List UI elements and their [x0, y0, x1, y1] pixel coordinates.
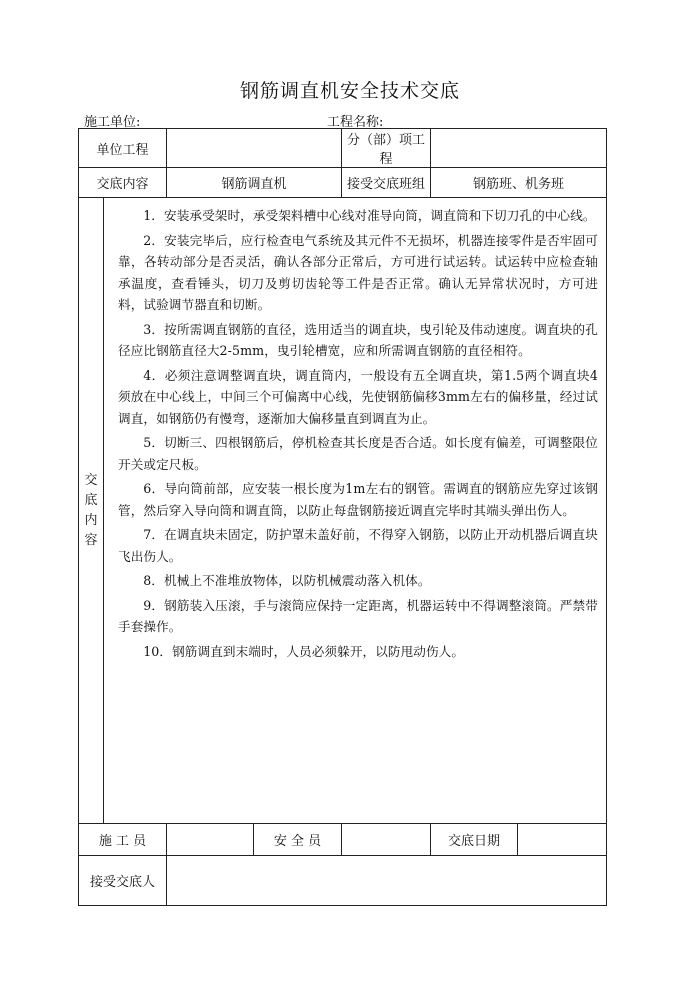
receiver-value[interactable] [167, 856, 607, 906]
item-5: 5．切断三、四根钢筋后，停机检查其长度是否合适。如长度有偏差，可调整限位开关或定尺板。 [118, 435, 598, 472]
content-row [79, 168, 607, 198]
item-6: 6．导向筒前部，应安装一根长度为1m左右的钢管。需调直的钢筋应先穿过该钢管，然后穿入导向筒和调直筒，以防止每盘钢筋接近调直完毕时其端头弹出伤人。 [118, 481, 598, 518]
sub-project-label: 分（部）项工程 [342, 129, 431, 168]
unit-project-row [79, 129, 607, 168]
disclosure-side-label: 交底内容 [84, 472, 98, 548]
signature-row [79, 824, 607, 856]
date-label: 交底日期 [431, 824, 518, 856]
team-label: 接受交底班组 [342, 168, 431, 198]
team-value: 钢筋班、机务班 [431, 168, 607, 198]
content-value: 钢筋调直机 [167, 168, 342, 198]
receiver-label: 接受交底人 [79, 856, 167, 906]
disclosure-table [78, 128, 607, 906]
item-4: 4．必须注意调整调直块，调直筒内，一般设有五全调直块，第1.5两个调直块4须放在中心线上，中间三个可偏离中心线，先使钢筋偏移3mm左右的偏移量，经过试调直，如钢筋仍有慢弯，逐渐加大偏移量直到调直为止。 [118, 367, 598, 426]
item-2: 2．安装完毕后，应行检查电气系统及其元件不无损坏，机器连接零件是否牢固可靠，各转动部分是否灵活，确认各部分正常后，方可进行试运转。试运转中应检查轴承温度，查看锤头，切刀及剪切齿轮等工件是否正常。确认无异常状况时，方可进料，试验调节器直和切断。 [118, 232, 598, 312]
unit-project-label: 单位工程 [79, 129, 167, 168]
item-1: 1．安装承受架时，承受架料槽中心线对准导向筒，调直筒和下切刀孔的中心线。 [143, 208, 596, 223]
construction-unit-label: 施工单位: [84, 115, 141, 130]
date-value[interactable] [518, 824, 607, 856]
disclosure-content-row [79, 198, 607, 824]
project-name-label: 工程名称: [327, 115, 384, 130]
item-10: 10．钢筋调直到末端时，人员必须躲开，以防甩动伤人。 [143, 643, 465, 659]
disclosure-items [103, 198, 606, 823]
safety-value[interactable] [342, 824, 431, 856]
content-label: 交底内容 [79, 168, 167, 198]
worker-label: 施 工 员 [79, 824, 167, 856]
receiver-row [79, 856, 607, 906]
sub-project-value[interactable] [431, 129, 607, 168]
item-8: 8．机械上不准堆放物体，以防机械震动落入机体。 [143, 573, 431, 588]
unit-project-value[interactable] [167, 129, 342, 168]
safety-label: 安 全 员 [254, 824, 342, 856]
item-9: 9．钢筋装入压滚，手与滚筒应保持一定距离，机器运转中不得调整滚筒。严禁带手套操作。 [118, 597, 598, 634]
item-7: 7．在调直块未固定，防护罩未盖好前，不得穿入钢筋，以防止开动机器后调直块飞出伤人。 [118, 527, 598, 564]
item-3: 3．按所需调直钢筋的直径，选用适当的调直块，曳引轮及伟动速度。调直块的孔径应比钢筋直径大2-5mm，曳引轮槽宽，应和所需调直钢筋的直径相符。 [118, 321, 598, 358]
worker-value[interactable] [167, 824, 254, 856]
document-title: 钢筋调直机安全技术交底 [239, 80, 460, 102]
